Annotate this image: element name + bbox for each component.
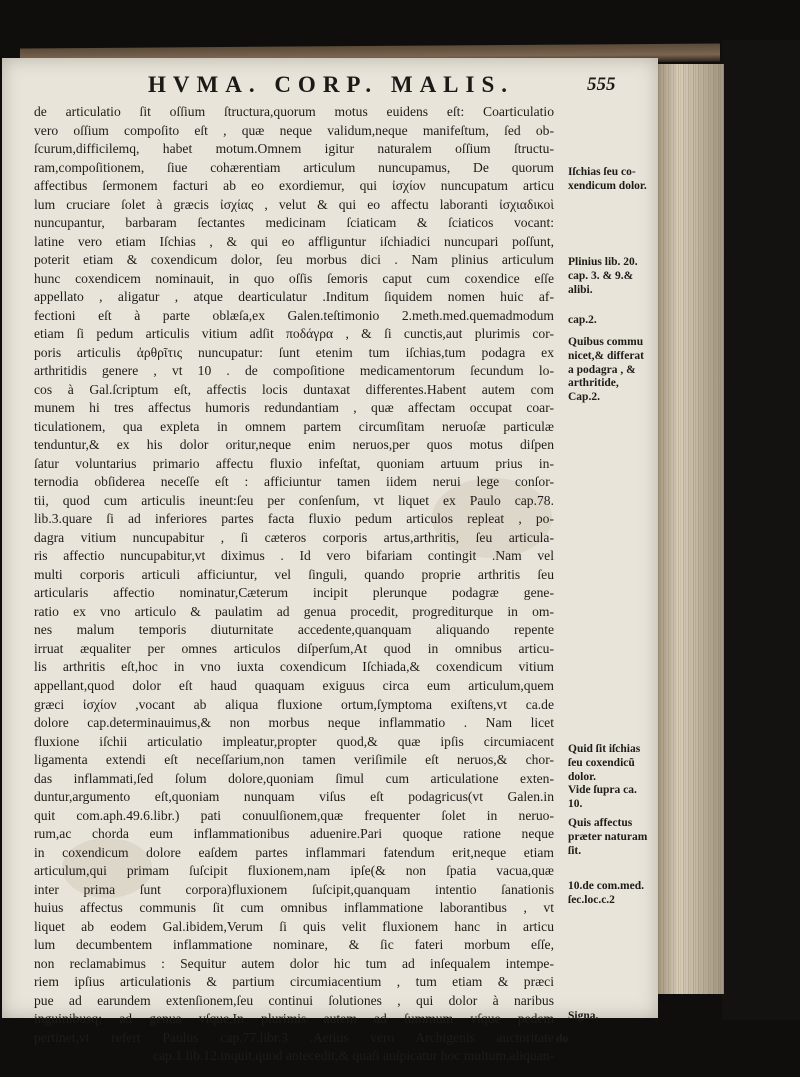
text-line: das inflammati,ſed ſolum dolore,quoniam ſimul cum articulatione exten- <box>34 770 554 786</box>
text-line: ticulationem, qua expleta in omnem partem circumſitam neruoſæ particulæ <box>34 418 554 434</box>
text-line: pertinet,vt refert Paulus cap.77.libr.3 .Aetius vero Archigenis auctoritate <box>34 1029 554 1045</box>
margin-note-line: Quid ſit iſchias <box>568 743 641 755</box>
margin-note-line: ſeu coxendicũ <box>568 756 635 769</box>
text-line: cap.1 lib.12.inquit,quod antecedit,& quaſi auſpicatur hoc multum,aliquan- <box>153 1048 554 1064</box>
margin-note-line: ſit. <box>568 844 582 857</box>
text-line: articularis affectio nominatur,Cæterum incipit plerunque podagræ gene- <box>34 585 554 601</box>
text-line: quit com.aph.49.6.libr.) pati conuulſionem,quæ frequenter ſolet in neruo- <box>34 807 554 823</box>
margin-note-line: Vide ſupra ca. <box>568 784 637 797</box>
text-line: ratio ex vno articulo & paulatim ad genua procedit, progrediturque in om- <box>34 603 554 619</box>
text-line: ſatur voluntarius primario affectu fluxio infeſtat, quoniam artuum prius in- <box>34 455 554 471</box>
text-line: rum,ac chorda eum inflammationibus aduenire.Pari quoque ratione neque <box>34 826 554 842</box>
margin-note-line: cap. 3. & 9.& <box>568 269 634 282</box>
text-line: irruat æqualiter per omnes articulos diſperſum,At quod in omnibus articu- <box>34 640 554 656</box>
text-line: inter prima ſunt corpora)fluxionem ſuſcipit,quanquam intentio ſanationis <box>34 881 554 897</box>
margin-note <box>568 1010 654 1024</box>
margin-note-line: nicet,& differat <box>568 349 644 362</box>
text-line: tenduntur,& ex his dolor oritur,neque enim neruos,per quos motus diſpen <box>34 437 554 453</box>
text-line: lis arthritis eſt,hoc in vno iuxta coxendicum Iſchiada,& coxendicum vitium <box>34 659 554 675</box>
margin-note-line: Plinius lib. 20. <box>568 256 638 268</box>
margin-note <box>568 817 654 858</box>
page-number: 555 <box>587 74 616 95</box>
main-text-block <box>34 103 554 1066</box>
margin-note <box>568 880 654 908</box>
text-line: lum decumbentem inflammatione nominare, & ſic fateri morbum eſſe, <box>34 937 554 953</box>
margin-note-line: Signa. <box>568 1010 599 1022</box>
text-line: ſcurum,difficilemq, habet motum.Omnem igitur naturalem oſſium ſtructu- <box>34 141 554 157</box>
page-fore-edge <box>652 64 724 994</box>
text-line: huius affectus communis ſit cum omnibus inflammatione laborantibus , vt <box>34 900 554 916</box>
margin-note <box>568 314 654 328</box>
text-line: ris affectio nuncupabitur,vt diximus . Id vero bifariam contingit .Nam vel <box>34 548 554 564</box>
text-line: lib.3.quare ſi ad inferiores partes facta fluxio pedum articulos repleat , po- <box>34 511 554 527</box>
text-line: hunc coxendicem nominauit, in quo oſſis ſemoris caput cum coxendice eſſe <box>34 270 554 286</box>
text-line: multi corporis articuli afficiuntur, vel ſinguli, quando proprie arthritis ſeu <box>34 566 554 582</box>
text-line: tii, quod cum articulis ineunt:ſeu per conſenſum, vt liquet ex Paulo cap.78. <box>34 492 554 508</box>
catchword: do <box>556 1033 569 1045</box>
margin-note-line: Quis affectus <box>568 817 633 829</box>
text-line: liquet ab eodem Gal.ibidem,Verum ſi quis velit fluxionem hanc in articu <box>34 918 554 934</box>
text-line: vero oſſium compoſito eſt , quæ neque validum,neque manifeſtum, ſed ob- <box>34 122 554 138</box>
text-line: græci ἰσχίον ,vocant ab aliqua fluxione ortum,ſymptoma exiſtens,vt ca.de <box>34 696 554 712</box>
text-line: etiam ſi pedum articulis vitium adſit ποδάγρα , & ſi cunctis,aut plurimis cor- <box>34 326 554 342</box>
margin-note-line: Cap.2. <box>568 391 600 404</box>
text-line: poterit etiam & coxendicum dolor, ſeu morbus dici . Nam plinius articulum <box>34 252 554 268</box>
margin-note-line: præter naturam <box>568 830 648 843</box>
text-line: affectibus ſermonem facturi ab eo exordiemur, qui ἰσχίον nuncupatum articu <box>34 178 554 194</box>
margin-note-line: alibi. <box>568 283 593 296</box>
text-line: nuncupantur, barbaram ſectantes medicinam ſciaticam & ſciaticos vocant: <box>34 215 554 231</box>
text-line: cos à Gal.ſcriptum eſt, affectis locis duntaxat differentes.Habent autem com <box>34 381 554 397</box>
text-line: riem ipſius articulationis & partium circumiacentium , tum etiam & præci <box>34 974 554 990</box>
text-line: inguinibusq; ad genua vſque,In plurimis autem ad ſummum vſque pedem <box>34 1011 554 1027</box>
margin-note-line: 10.de com.med. <box>568 880 645 892</box>
text-line: appellant,quod dolor eſt haud quaquam exiguus circa eum articulum,quem <box>34 677 554 693</box>
margin-note-line: ſec.loc.c.2 <box>568 893 615 906</box>
text-line: pue ad earundem extenſionem,ſeu continui ſolutiones , qui dolor à naribus <box>34 992 554 1008</box>
text-line: fluxione iſchii articulatio impleatur,propter quod,& quæ ipſis circumiacent <box>34 733 554 749</box>
margin-note <box>568 743 654 812</box>
margin-note <box>568 166 654 194</box>
text-line: ligamenta extendi eſt neceſſarium,non tamen veriſimile eſt neruos,& chor- <box>34 752 554 768</box>
text-line: dolore cap.determinauimus,& non morbus neque inflammatio . Nam licet <box>34 715 554 731</box>
margin-note-line: arthritide, <box>568 377 619 390</box>
margin-note-line: Quibus commu <box>568 336 644 348</box>
margin-note-line: xendicum dolor. <box>568 179 647 192</box>
text-line: munem hi tres affectus humoris redundantiam , quæ affectam occupat coar- <box>34 400 554 416</box>
text-line: articulum,qui primam ſuſcipit fluxionem,nam ipſe(& non ſpatia vacua,quæ <box>34 863 554 879</box>
text-line: lum cruciare ſolet à græcis ἰσχίας , velut & qui eo affectu laboranti ἰσχιαδικοὶ <box>34 196 554 212</box>
text-line: appellato , aligatur , atque dearticulatur .Inditum ſiquidem nomen huic af- <box>34 289 554 305</box>
margin-note <box>568 336 654 405</box>
text-line: ram,compoſitionem, ſiue cohærentiam articulum nuncupamus, De quorum <box>34 159 554 175</box>
text-line: de articulatio ſit oſſium ſtructura,quorum motus euidens eſt: Coarticulatio <box>34 104 554 119</box>
text-line: non reclamabimus : Sequitur autem dolor hic tum ad inſequalem intempe- <box>34 955 554 971</box>
text-line: dagra vitium nuncupabitur , ſi cæteros corporis artus,arthritis, ſeu articula- <box>34 529 554 545</box>
margin-note <box>568 256 654 297</box>
margin-note-line: dolor. <box>568 770 597 783</box>
text-line: duntur,argumento eſt,quoniam nunquam viſus eſt podagricus(vt Galen.in <box>34 789 554 805</box>
text-line: latine vero etiam Iſchias , & qui eo affliguntur iſchiadici nuncupari poſſunt, <box>34 233 554 249</box>
book-cover-edge <box>722 40 800 1020</box>
margin-note-line: Iſchias ſeu co- <box>568 166 636 178</box>
text-line: ternodia obſiderea neceſſe eſt : afficiuntur tamen iidem nerui lege conſor- <box>34 474 554 490</box>
text-line: poris articulis ἀρθρῖτις nuncupatur: ſunt etenim tum iſchias,tum podagra ex <box>34 344 554 360</box>
text-line: nes malum temporis diuturnitate accedente,quanquam aliquando repente <box>34 622 554 638</box>
margin-note-line: cap.2. <box>568 314 597 326</box>
margin-note-line: a podagra , & <box>568 363 636 376</box>
margin-note-line: 10. <box>568 798 583 811</box>
page-header <box>0 72 656 102</box>
text-line: in coxendicum dolore eaſdem partes inflammari fatendum erit,neque etiam <box>34 844 554 860</box>
text-line: arthritidis genere , vt 10 . de compoſitione medicamentorum ſecundum lo- <box>34 363 554 379</box>
running-title: HVMA. CORP. MALIS. <box>148 72 515 97</box>
text-line: fectioni eſt à parte oblæſa,ex Galen.teſtimonio 2.meth.med.quemadmodum <box>34 307 554 323</box>
